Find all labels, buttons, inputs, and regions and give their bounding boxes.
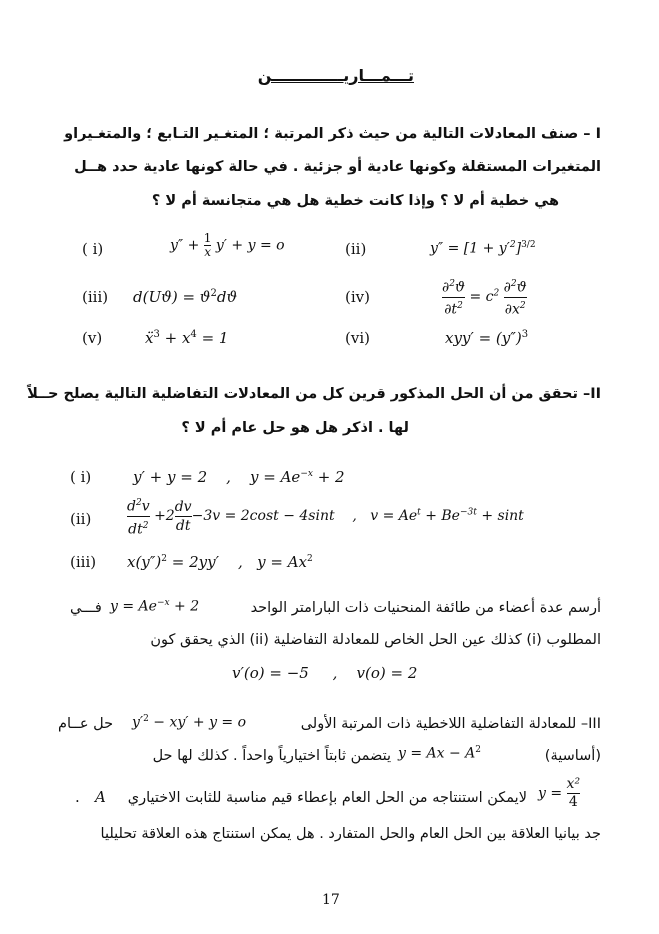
s2-eq3-expression: $x(y'')^2 = 2yy'$ , $y = Ax^2$ (127, 553, 313, 571)
section1-line1: I – صنف المعادلات التالية من حيث ذكر المرتبة ؛ المتغـير التـابع ؛ والمتغـيراو (64, 126, 601, 142)
eq4-label: (iv) (345, 288, 370, 306)
eq1-expression: y″ + $\frac{1}{x}$ y′ + y = o (170, 231, 285, 259)
s3-dot: . (75, 788, 80, 806)
eq5-label: (v) (82, 329, 103, 347)
eq1-label: ( i) (82, 240, 104, 258)
s3-eq2: $y = Ax - A^2$ (398, 745, 482, 762)
s2-eq2-expression: $\frac{d^2v}{dt^2}$ +2 $\frac{dv}{dt}$ −3v = 2cost − 4sint , $v = Ae^t + Be^{-3t} + \sin t$ (127, 494, 524, 538)
eq5-expression: ẍ$^3$ + $x^4 = 1$ (145, 329, 229, 347)
s2-para-eq: $y = Ae^{-x} + 2$ (110, 598, 200, 615)
eq4-expression: $\frac{\partial^2ϑ}{\partial t^2}$ = $c^2$ $\frac{\partial^2ϑ}{\partial x^2}$ (442, 276, 527, 318)
section2-line2: لها . اذكر هل هو حل عام أم لا ؟ (181, 420, 409, 436)
eq6-expression: $xyy' = (y'')^3$ (445, 329, 529, 347)
s2-eq1-expression: y′ + y = 2 , $y = Ae^{-x} + 2$ (133, 468, 345, 486)
s3-tail3: لايمكن استنتاجه من الحل العام بإعطاء قيم مناسبة للثابت الاختياري (127, 790, 527, 806)
s3-tail2: يتضمن ثابتاً اختيارياً واحداً . كذلك لها حل (152, 748, 391, 764)
s2-eq2-label: (ii) (70, 510, 92, 528)
s3-basic: (أساسية) (544, 748, 601, 764)
s3-const: A (95, 788, 106, 806)
s2-para-line1: أرسم عدة أعضاء من طائفة المنحنيات ذات البارامتر الواحد (250, 600, 601, 616)
s3-tail1: حل عــام (58, 716, 114, 732)
s3-eq1: $y'^2 - xy' + y = o$ (132, 714, 247, 731)
s3-lead: III– للمعادلة التفاضلية اللاخطية ذات المرتبة الأولى (300, 716, 601, 732)
section2-line1: II– تحقق من أن الحل المذكور قرين كل من المعادلات التفاضلية التالية يصلح حــلاً (27, 386, 601, 402)
s2-para-fi: فـــي (70, 600, 102, 616)
s2-eq1-label: ( i) (70, 468, 92, 486)
section1-line2: المتغيرات المستقلة وكونها عادية أو جزئية . في حالة كونها عادية حدد هــل (74, 159, 601, 175)
eq2-label: (ii) (345, 240, 367, 258)
eq6-label: (vi) (345, 329, 370, 347)
eq3-label: (iii) (82, 288, 109, 306)
s3-eq3: y = $\frac{\text{x²}}{4}$ (538, 776, 581, 810)
s2-para-line2: المطلوب (i) كذلك عين الحل الخاص للمعادلة التفاضلية (ii) الذي يحقق كون (150, 632, 601, 648)
s2-eq3-label: (iii) (70, 553, 97, 571)
page-number: 17 (322, 892, 340, 908)
s3-last: جد بيانيا العلاقة بين الحل العام والحل المتفارد . هل يمكن استنتاج هذه العلاقة تحليليا (100, 826, 601, 842)
eq2-expression: $y'' = [1 + y'^2]^{3/2}$ (430, 240, 536, 257)
section1-line3: هي خطية أم لا ؟ وإذا كانت خطية هل هي متجانسة أم لا ؟ (151, 193, 559, 209)
page-title: تـــمـــاريـــــــــــــن (257, 66, 414, 85)
eq3-expression: $d(Uϑ) = ϑ^2dϑ$ (133, 288, 238, 306)
s2-para-conditions: v′(o) = −5 , v(o) = 2 (232, 664, 418, 682)
